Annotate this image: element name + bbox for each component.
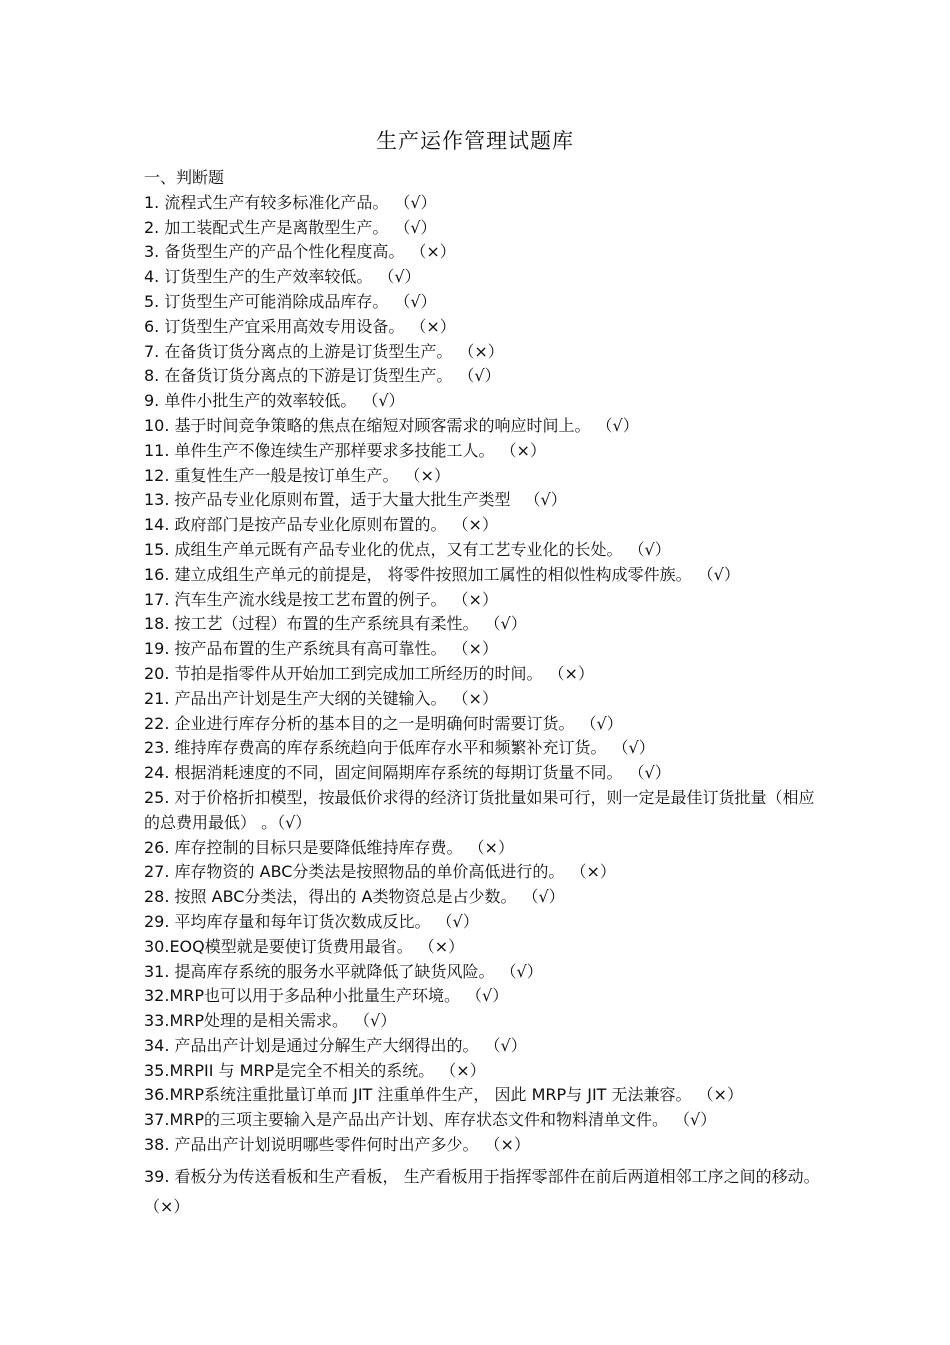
question-item — [144, 984, 824, 1009]
questions-container — [144, 191, 824, 1222]
question-answer: （×） — [492, 1135, 530, 1155]
question-text: 37.MRP的三项主要输入是产品出产计划、库存状态文件和物料清单文件。 — [144, 1110, 669, 1130]
question-text: 20. 节拍是指零件从开始加工到完成加工所经历的时间。 — [144, 663, 543, 683]
question-answer: （×） — [418, 316, 456, 336]
question-item — [144, 736, 824, 761]
question-answer: （×） — [476, 837, 514, 857]
question-answer: （×） — [460, 639, 498, 659]
question-item — [144, 240, 824, 265]
question-answer: （×） — [426, 936, 465, 956]
question-text: 14. 政府部门是按产品专业化原则布置的。 — [144, 515, 447, 535]
question-text: 32.MRP也可以用于多品种小批量生产环境。 — [144, 986, 461, 1006]
question-answer: （×） — [705, 1085, 743, 1105]
question-item — [144, 836, 824, 861]
question-answer: （√） — [362, 1011, 397, 1031]
question-item — [144, 1162, 824, 1222]
question-answer: （√） — [444, 911, 479, 931]
question-answer: （√） — [402, 291, 437, 311]
question-answer: （×） — [412, 465, 450, 485]
question-item — [144, 290, 824, 315]
question-text: 19. 按产品布置的生产系统具有高可靠性。 — [144, 639, 447, 659]
question-text: 1. 流程式生产有较多标准化产品。 — [144, 192, 389, 212]
question-text: 4. 订货型生产的生产效率较低。 — [144, 267, 373, 287]
question-text: 3. 备货型生产的产品个性化程度高。 — [144, 242, 405, 262]
question-item — [144, 216, 824, 241]
question-text: 22. 企业进行库存分析的基本目的之一是明确何时需要订货。 — [144, 713, 575, 733]
question-text: 5. 订货型生产可能消除成品库存。 — [144, 291, 389, 311]
question-text: 24. 根据消耗速度的不同，固定间隔期库存系统的每期订货量不同。 — [144, 763, 623, 783]
question-item — [144, 439, 824, 464]
question-text: 35.MRPII 与 MRP是完全不相关的系统。 — [144, 1060, 435, 1080]
question-item — [144, 786, 824, 836]
question-answer: （√） — [370, 391, 405, 411]
question-item — [144, 1034, 824, 1059]
question-text: 28. 按照 ABC分类法，得出的 A类物资总是占少数。 — [144, 887, 517, 907]
question-item — [144, 1059, 824, 1084]
question-text: 29. 平均库存量和每年订货次数成反比。 — [144, 911, 431, 931]
question-item — [144, 191, 824, 216]
question-item — [144, 935, 824, 960]
question-answer: （√） — [682, 1110, 717, 1130]
question-answer: （√） — [277, 812, 312, 832]
question-answer: （×） — [418, 242, 456, 262]
question-text: 2. 加工装配式生产是离散型生产。 — [144, 217, 389, 237]
question-item — [144, 612, 824, 637]
question-item — [144, 340, 824, 365]
question-answer: （√） — [524, 490, 567, 510]
question-text: 27. 库存物资的 ABC分类法是按照物品的单价高低进行的。 — [144, 862, 565, 882]
question-text: 39. 看板分为传送看板和生产看板， 生产看板用于指挥零部件在前后两道相邻工序之间的移动。 — [144, 1166, 820, 1186]
question-answer: （√） — [636, 763, 671, 783]
question-text: 11. 单件生产不像连续生产那样要求多技能工人。 — [144, 440, 495, 460]
question-item — [144, 687, 824, 712]
question-text: 30.EOQ模型就是要使订货费用最省。 — [144, 936, 413, 956]
question-text: 26. 库存控制的目标只是要降低维持库存费。 — [144, 837, 463, 857]
question-text: 10. 基于时间竞争策略的焦点在缩短对顾客需求的响应时间上。 — [144, 415, 591, 435]
question-answer: （√） — [386, 267, 421, 287]
question-text: 21. 产品出产计划是生产大纲的关键输入。 — [144, 688, 447, 708]
question-answer: （×） — [144, 1196, 190, 1216]
question-text: 12. 重复性生产一般是按订单生产。 — [144, 465, 399, 485]
question-item — [144, 588, 824, 613]
question-text: 31. 提高库存系统的服务水平就降低了缺货风险。 — [144, 961, 495, 981]
question-item — [144, 960, 824, 985]
question-answer: （×） — [460, 589, 498, 609]
section-heading: 一、判断题 — [144, 168, 225, 187]
question-answer: （√） — [492, 614, 527, 634]
question-text: 25. 对于价格折扣模型，按最低价求得的经济订货批量如果可行，则一定是最佳订货批量（相应的总费用最低） 。 — [144, 787, 815, 832]
question-answer: （×） — [448, 1060, 486, 1080]
question-item — [144, 538, 824, 563]
question-text: 36.MRP系统注重批量订单而 JIT 注重单件生产， 因此 MRP与 JIT 无法兼容。 — [144, 1085, 692, 1105]
question-answer: （√） — [402, 217, 437, 237]
question-answer: （√） — [466, 366, 501, 386]
question-answer: （√） — [588, 713, 623, 733]
question-item — [144, 389, 824, 414]
question-item — [144, 1009, 824, 1034]
question-item — [144, 1083, 824, 1108]
question-text: 13. 按产品专业化原则布置，适于大量大批生产类型 — [144, 490, 511, 510]
question-item — [144, 464, 824, 489]
question-item — [144, 662, 824, 687]
question-answer: （√） — [474, 986, 509, 1006]
question-item — [144, 885, 824, 910]
question-item — [144, 860, 824, 885]
question-answer: （×） — [460, 515, 498, 535]
question-answer: （×） — [556, 663, 594, 683]
question-answer: （√） — [604, 415, 639, 435]
question-text: 17. 汽车生产流水线是按工艺布置的例子。 — [144, 589, 447, 609]
question-item — [144, 1133, 824, 1158]
question-text: 18. 按工艺（过程）布置的生产系统具有柔性。 — [144, 614, 479, 634]
question-item — [144, 315, 824, 340]
question-text: 6. 订货型生产宜采用高效专用设备。 — [144, 316, 405, 336]
question-answer: （√） — [636, 539, 671, 559]
question-item — [144, 637, 824, 662]
question-answer: （√） — [530, 887, 565, 907]
question-item — [144, 414, 824, 439]
question-answer: （×） — [460, 688, 498, 708]
question-text: 8. 在备货订货分离点的下游是订货型生产。 — [144, 366, 453, 386]
question-item — [144, 488, 824, 513]
question-item — [144, 513, 824, 538]
question-answer: （√） — [492, 1035, 527, 1055]
question-text: 33.MRP处理的是相关需求。 — [144, 1011, 349, 1031]
question-item — [144, 712, 824, 737]
question-answer: （√） — [508, 961, 543, 981]
question-answer: （√） — [705, 564, 740, 584]
question-item — [144, 563, 824, 588]
question-answer: （×） — [508, 440, 546, 460]
question-item — [144, 910, 824, 935]
question-text: 7. 在备货订货分离点的上游是订货型生产。 — [144, 341, 453, 361]
question-answer: （×） — [466, 341, 504, 361]
question-item — [144, 1108, 824, 1133]
page-title: 生产运作管理试题库 — [376, 129, 574, 153]
question-answer: （√） — [402, 192, 437, 212]
question-answer: （×） — [578, 862, 616, 882]
question-text: 9. 单件小批生产的效率较低。 — [144, 391, 357, 411]
question-list — [144, 166, 824, 1222]
question-answer: （√） — [620, 738, 655, 758]
question-text: 15. 成组生产单元既有产品专业化的优点，又有工艺专业化的长处。 — [144, 539, 623, 559]
question-item — [144, 265, 824, 290]
question-item — [144, 761, 824, 786]
question-text: 38. 产品出产计划说明哪些零件何时出产多少。 — [144, 1135, 479, 1155]
question-text: 23. 维持库存费高的库存系统趋向于低库存水平和频繁补充订货。 — [144, 738, 607, 758]
question-text: 16. 建立成组生产单元的前提是， 将零件按照加工属性的相似性构成零件族。 — [144, 564, 692, 584]
question-text: 34. 产品出产计划是通过分解生产大纲得出的。 — [144, 1035, 479, 1055]
question-item — [144, 364, 824, 389]
